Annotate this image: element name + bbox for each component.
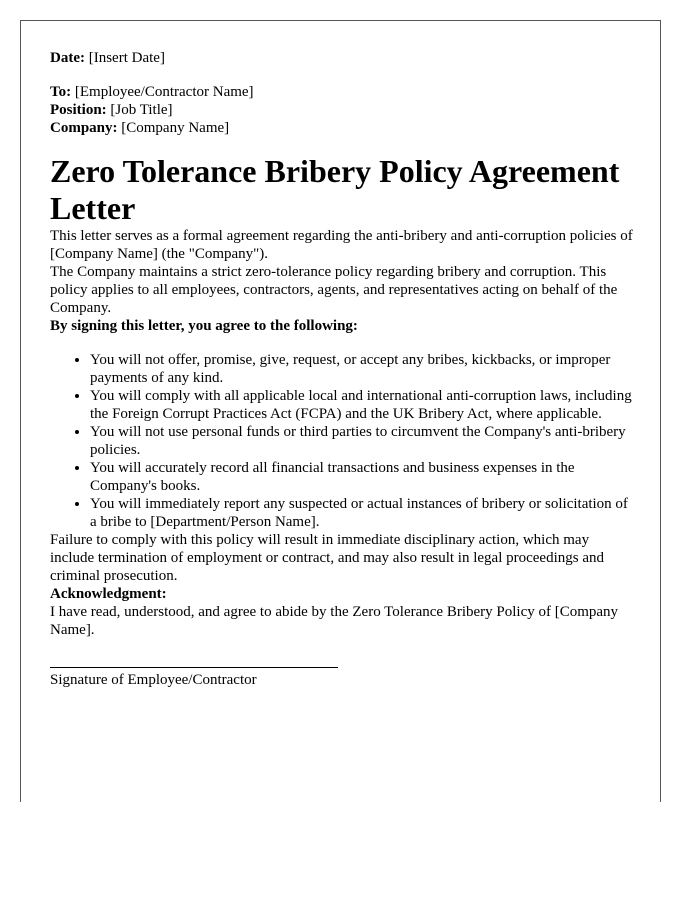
date-line — [50, 49, 636, 67]
company-line — [50, 119, 636, 137]
list-item: • You will immediately report any suspected or actual instances of bribery or solicitation of a bribe to [Department/Person Name]. — [90, 495, 636, 531]
position-value: [Job Title] — [110, 102, 173, 118]
date-value: [Insert Date] — [88, 50, 165, 66]
letter-page — [20, 20, 661, 802]
ack-heading — [50, 585, 636, 603]
letter-body — [50, 49, 636, 688]
position-line — [50, 101, 636, 119]
date-label: Date: — [50, 50, 85, 66]
list-item: • You will accurately record all financial transactions and business expenses in the Company's books. — [90, 459, 636, 495]
letter-title: Zero Tolerance Bribery Policy Agreement Letter — [50, 153, 620, 226]
list-item: • You will not offer, promise, give, request, or accept any bribes, kickbacks, or improper payments of any kind. — [90, 351, 636, 387]
company-value: [Company Name] — [121, 120, 230, 136]
company-label: Company: — [50, 120, 118, 136]
to-label: To: — [50, 84, 72, 100]
signature-line — [50, 667, 338, 688]
position-label: Position: — [50, 102, 107, 118]
intro-paragraph: This letter serves as a formal agreement regarding the anti-bribery and anti-corruption policies of [Company Name] (the "Company"). — [50, 228, 633, 262]
to-value: [Employee/Contractor Name] — [74, 84, 254, 100]
ack-paragraph: I have read, understood, and agree to abide by the Zero Tolerance Bribery Policy of [Company Name]. — [50, 604, 619, 638]
failure-paragraph: Failure to comply with this policy will result in immediate disciplinary action, which may include termination of employment or contract, and may also result in legal proceedings and criminal prosecution. — [50, 532, 604, 584]
ack-heading-text: Acknowledgment: — [50, 586, 167, 602]
to-line — [50, 83, 636, 101]
agree-heading-text: By signing this letter, you agree to the following: — [50, 318, 358, 334]
terms-list — [50, 351, 636, 531]
policy-paragraph: The Company maintains a strict zero-tolerance policy regarding bribery and corruption. This policy applies to all employees, contractors, agents, and representatives acting on behalf of the Company. — [50, 264, 618, 316]
signature-caption: Signature of Employee/Contractor — [50, 672, 257, 688]
list-item: • You will comply with all applicable local and international anti-corruption laws, including the Foreign Corrupt Practices Act (FCPA) and the UK Bribery Act, where applicable. — [90, 387, 636, 423]
agree-heading — [50, 317, 636, 335]
list-item: • You will not use personal funds or third parties to circumvent the Company's anti-bribery policies. — [90, 423, 636, 459]
